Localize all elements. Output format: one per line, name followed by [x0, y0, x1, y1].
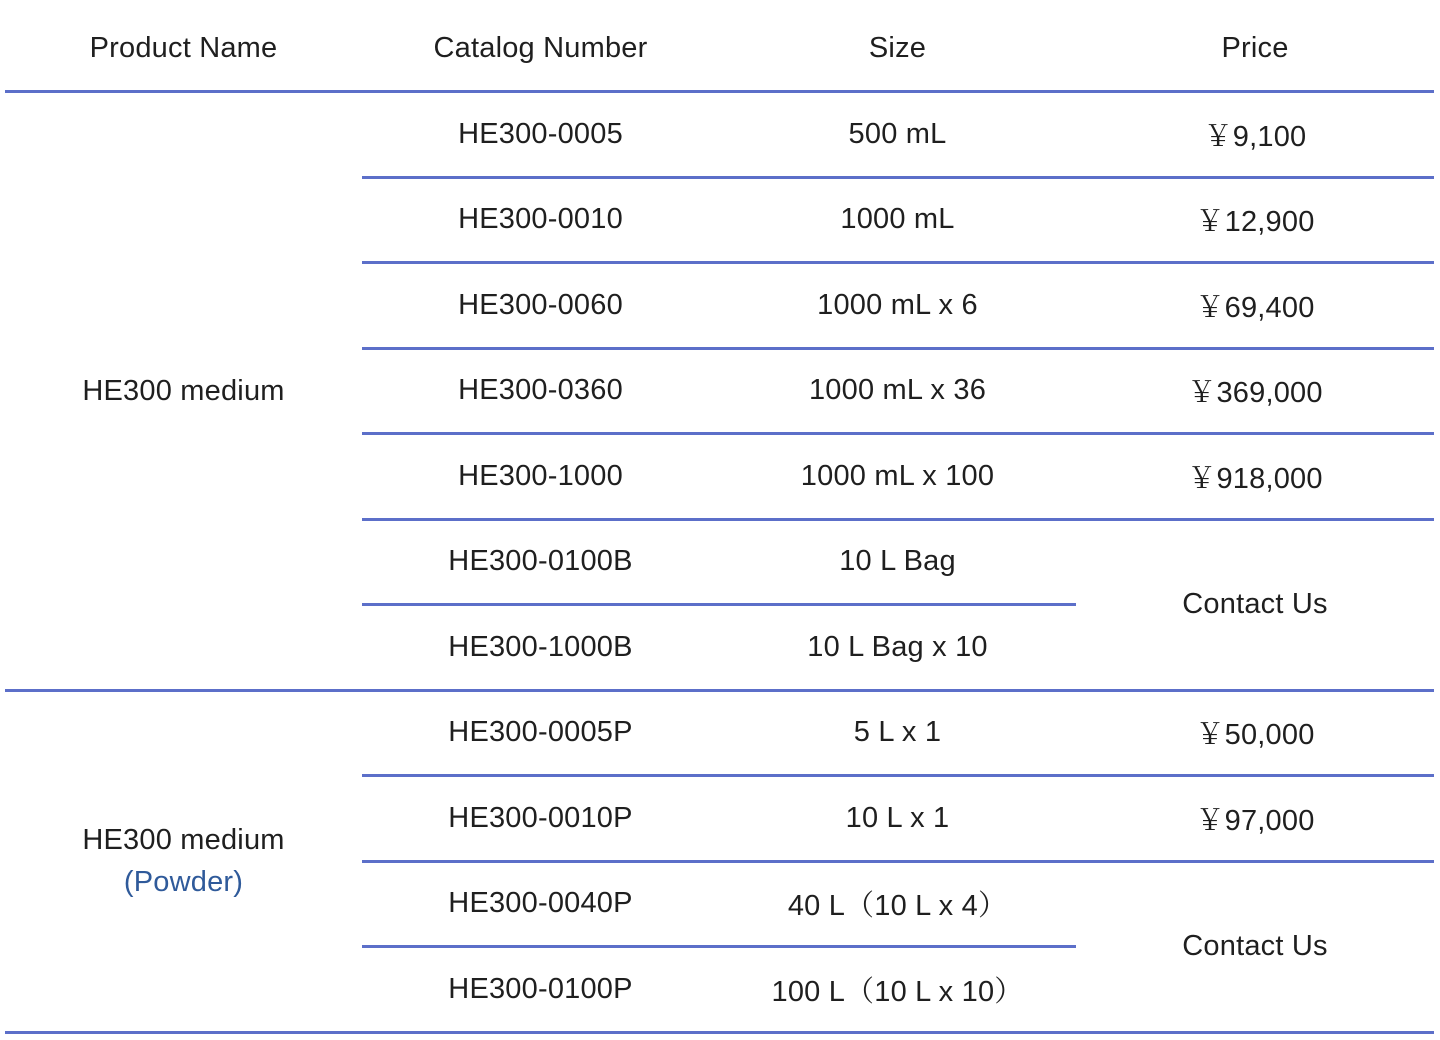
catalog-number: HE300-0010P	[362, 776, 719, 862]
catalog-number: HE300-1000B	[362, 605, 719, 691]
price-value: ￥918,000	[1076, 434, 1434, 520]
catalog-number: HE300-0040P	[362, 861, 719, 947]
product-name-cell	[5, 690, 362, 1032]
price-value: ￥9,100	[1076, 92, 1434, 178]
product-form-note: (Powder)	[123, 866, 244, 898]
catalog-number: HE300-0060	[362, 263, 719, 349]
catalog-number: HE300-0100B	[362, 519, 719, 605]
product-name-cell	[5, 92, 362, 691]
catalog-number: HE300-1000	[362, 434, 719, 520]
table-header	[5, 6, 1434, 92]
size-value: 500 mL	[719, 92, 1076, 178]
catalog-number: HE300-0005	[362, 92, 719, 178]
price-value: ￥69,400	[1076, 263, 1434, 349]
catalog-number: HE300-0100P	[362, 947, 719, 1033]
size-value: 1000 mL x 100	[719, 434, 1076, 520]
product-name: HE300 medium	[82, 824, 285, 856]
price-value-contact: Contact Us	[1076, 861, 1434, 1032]
price-value: ￥50,000	[1076, 690, 1434, 776]
size-value: 1000 mL x 36	[719, 348, 1076, 434]
price-value: ￥369,000	[1076, 348, 1434, 434]
size-value: 1000 mL	[719, 177, 1076, 263]
catalog-number: HE300-0360	[362, 348, 719, 434]
product-name: HE300 medium	[82, 374, 285, 407]
header-price: Price	[1076, 6, 1434, 92]
catalog-number: HE300-0010	[362, 177, 719, 263]
header-size: Size	[719, 6, 1076, 92]
catalog-number: HE300-0005P	[362, 690, 719, 776]
price-value-contact: Contact Us	[1076, 519, 1434, 690]
table-body	[5, 92, 1434, 1033]
size-value: 5 L x 1	[719, 690, 1076, 776]
product-price-table	[5, 6, 1434, 1034]
size-value: 1000 mL x 6	[719, 263, 1076, 349]
size-value: 40 L（10 L x 4）	[719, 861, 1076, 947]
size-value: 10 L x 1	[719, 776, 1076, 862]
header-product-name: Product Name	[5, 6, 362, 92]
price-value: ￥97,000	[1076, 776, 1434, 862]
size-value: 10 L Bag	[719, 519, 1076, 605]
size-value: 10 L Bag x 10	[719, 605, 1076, 691]
size-value: 100 L（10 L x 10）	[719, 947, 1076, 1033]
table-row	[5, 92, 1434, 178]
table-row	[5, 690, 1434, 776]
header-catalog-number: Catalog Number	[362, 6, 719, 92]
header-row	[5, 6, 1434, 92]
price-value: ￥12,900	[1076, 177, 1434, 263]
